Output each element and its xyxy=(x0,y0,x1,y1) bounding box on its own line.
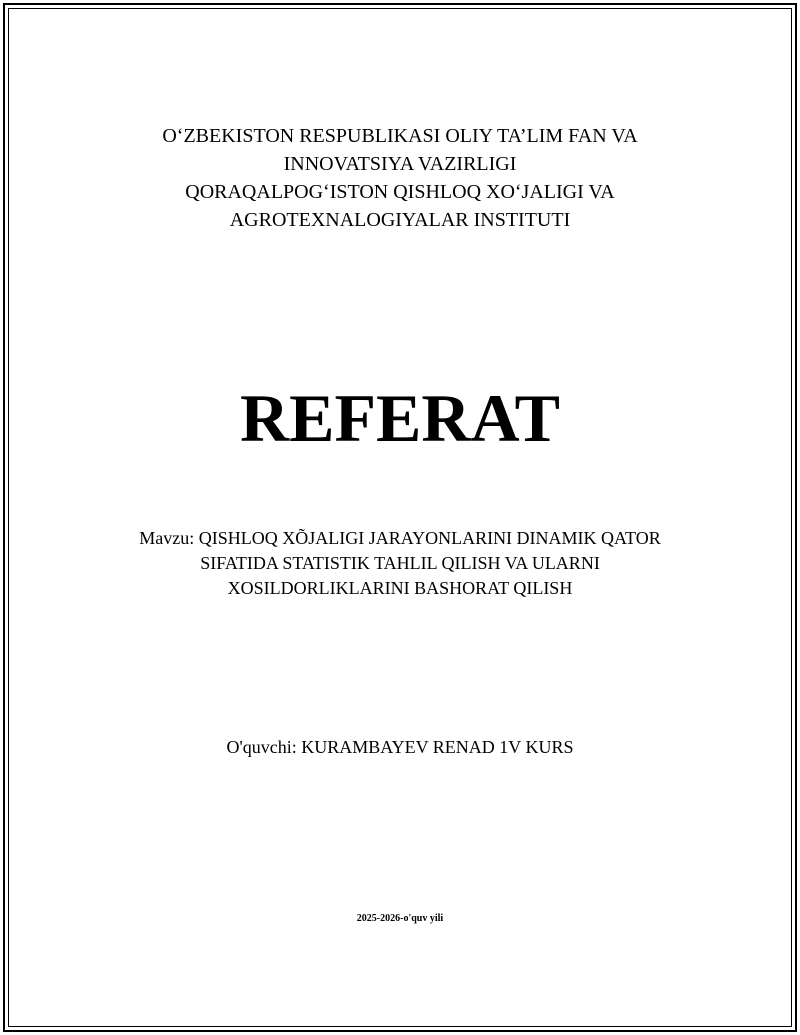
header-line: QORAQALPOG‘ISTON QISHLOQ XO‘JALIGI VA xyxy=(185,181,615,203)
topic-line: Mavzu: QISHLOQ XÕJALIGI JARAYONLARINI DINAMIK QATOR xyxy=(139,528,661,548)
topic-block xyxy=(0,526,800,601)
topic-line: SIFATIDA STATISTIK TAHLIL QILISH VA ULARNI xyxy=(200,553,600,573)
header-line: O‘ZBEKISTON RESPUBLIKASI OLIY TA’LIM FAN VA xyxy=(162,125,638,147)
institution-header xyxy=(0,122,800,234)
header-line: AGROTEXNALOGIYALAR INSTITUTI xyxy=(229,209,571,231)
student-info: O'quvchi: KURAMBAYEV RENAD 1V KURS xyxy=(226,737,574,757)
header-line: INNOVATSIYA VAZIRLIGI xyxy=(283,153,517,175)
document-title: REFERAT xyxy=(240,380,560,456)
topic-line: XOSILDORLIKLARINI BASHORAT QILISH xyxy=(227,578,573,598)
academic-year: 2025-2026-o'quv yili xyxy=(356,913,444,924)
